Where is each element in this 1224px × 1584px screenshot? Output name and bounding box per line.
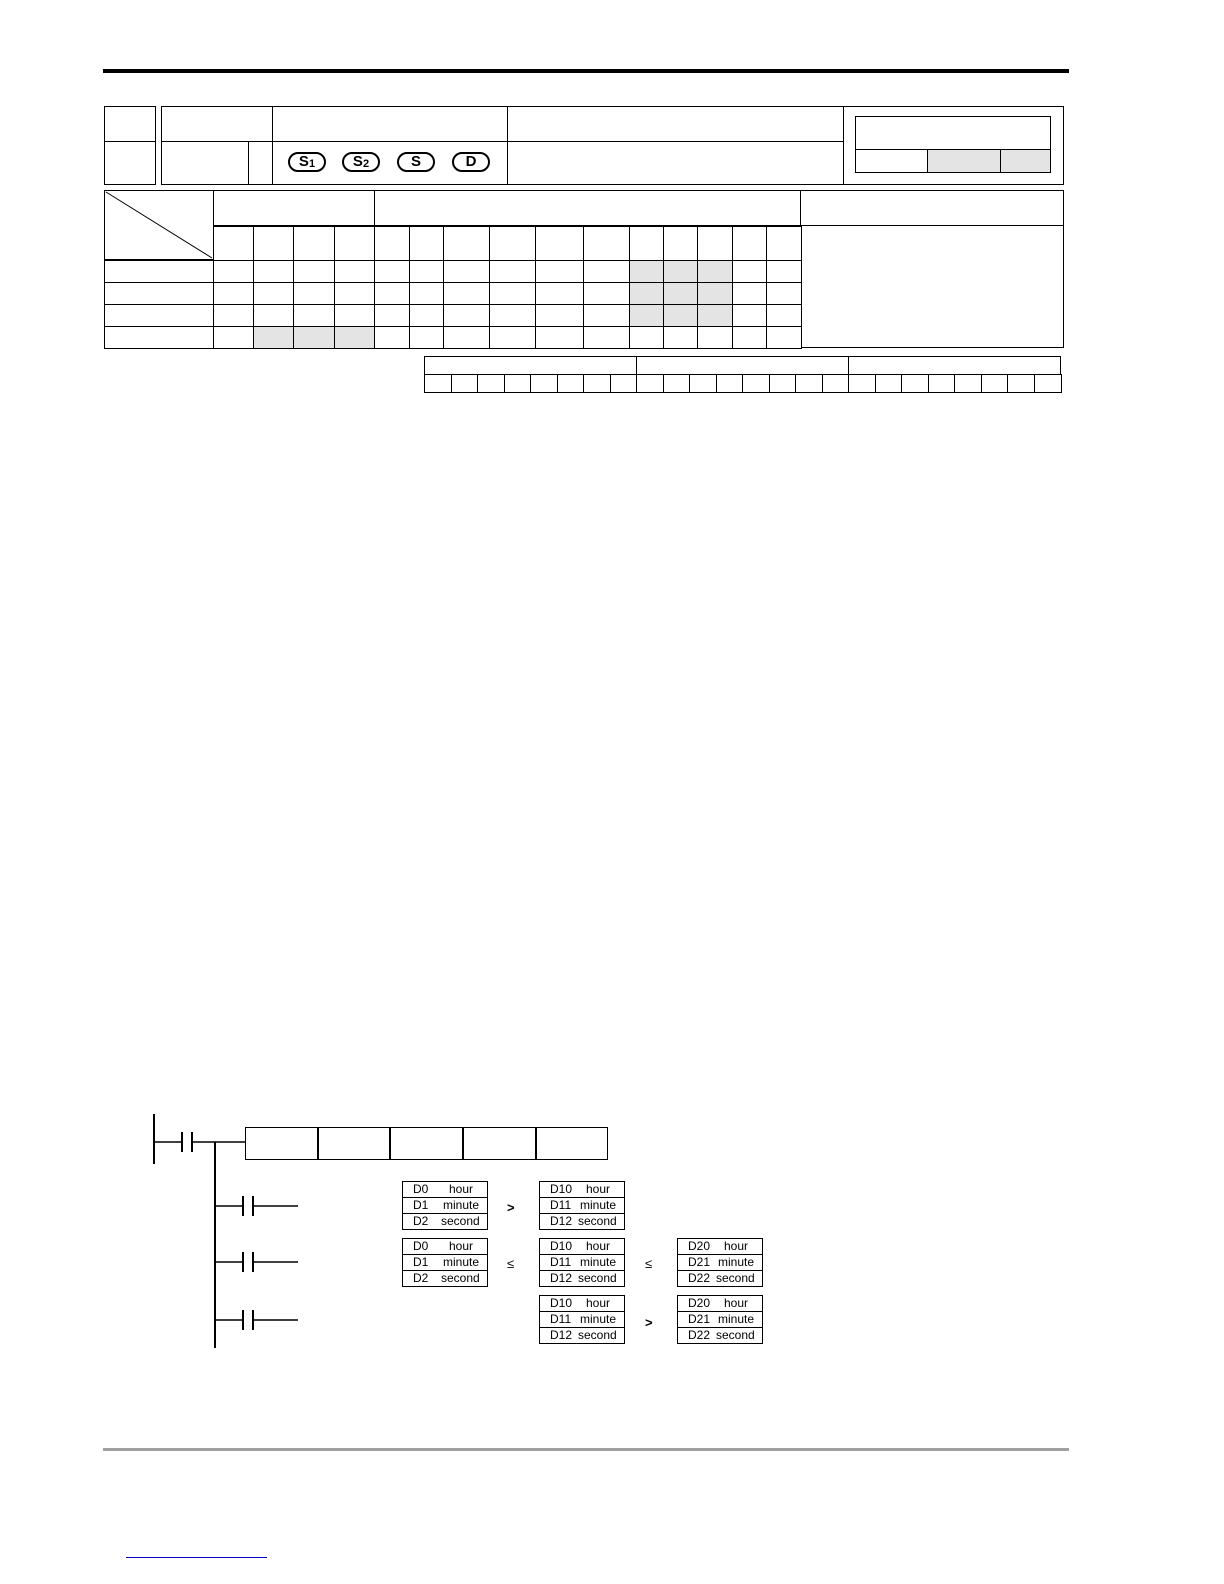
device-cell [663, 326, 698, 349]
register-unit-label: hour [449, 1239, 474, 1253]
device-cell [697, 282, 733, 305]
mnemonic-cell-lower [161, 141, 249, 185]
instruction-operand-s2-box [389, 1127, 464, 1160]
device-cell [253, 326, 294, 349]
register-address: D10 [550, 1182, 573, 1196]
register-address: D10 [550, 1296, 573, 1310]
device-cell [253, 282, 294, 305]
device-cell [766, 260, 802, 283]
controller-slot-3 [1000, 149, 1051, 173]
device-cell [334, 326, 375, 349]
device-type-header-cell [697, 226, 733, 261]
api-number-cell [104, 106, 156, 142]
register-minute [539, 1311, 625, 1328]
device-cell [213, 304, 254, 327]
device-cell [334, 282, 375, 305]
bit-cell [795, 374, 823, 393]
device-cell [253, 304, 294, 327]
register-address: D1 [413, 1198, 429, 1212]
device-cell [213, 326, 254, 349]
bit-cell [954, 374, 982, 393]
device-type-header-cell [489, 226, 536, 261]
bit-cell [583, 374, 611, 393]
register-address: D20 [688, 1296, 711, 1310]
bit-cell [663, 374, 691, 393]
bit-cell [822, 374, 850, 393]
bit-cell [610, 374, 638, 393]
device-cell [697, 304, 733, 327]
instruction-mnemonic-box [245, 1127, 319, 1160]
bit-cell [557, 374, 585, 393]
device-type-header-cell [583, 226, 630, 261]
register-second [539, 1327, 625, 1344]
operand-s2-icon: $S_2$ [342, 152, 380, 172]
compare-op-row2-b: ≤ [645, 1256, 653, 1271]
register-hour [677, 1295, 763, 1312]
device-type-header-cell [732, 226, 767, 261]
register-second [402, 1213, 488, 1230]
bit-cell [1034, 374, 1062, 393]
bit-cell [875, 374, 903, 393]
operand-row-label [104, 304, 214, 327]
footer-link-underline[interactable] [126, 1557, 267, 1558]
pulse-flag-cell [248, 141, 273, 185]
device-cell [409, 326, 444, 349]
register-address: D2 [413, 1214, 429, 1228]
register-hour [539, 1238, 625, 1255]
output-contact-3 [215, 1310, 298, 1330]
register-second [539, 1213, 625, 1230]
header-rule [103, 69, 1069, 73]
register-address: D11 [550, 1312, 572, 1326]
register-second [677, 1327, 763, 1344]
register-unit-label: second [716, 1271, 755, 1285]
register-unit-label: hour [724, 1239, 749, 1253]
bit-cell [451, 374, 479, 393]
api-number-cell-lower [104, 141, 156, 185]
register-unit-label: hour [586, 1296, 611, 1310]
device-cell [766, 282, 802, 305]
device-cell [293, 260, 335, 283]
device-cell [535, 282, 584, 305]
register-address: D12 [550, 1271, 573, 1285]
compare-op-row1: > [507, 1200, 515, 1215]
device-cell [663, 282, 698, 305]
device-type-header-cell [663, 226, 698, 261]
device-cell [213, 260, 254, 283]
instruction-operand-s-box [462, 1127, 537, 1160]
device-cell [732, 260, 767, 283]
register-address: D11 [550, 1255, 572, 1269]
register-minute [539, 1197, 625, 1214]
device-cell [535, 260, 584, 283]
register-unit-label: minute [580, 1198, 617, 1212]
register-unit-label: hour [586, 1239, 611, 1253]
device-cell [293, 282, 335, 305]
diagonal-line [104, 190, 214, 260]
footer-rule [103, 1448, 1069, 1451]
device-cell [629, 282, 664, 305]
device-cell [374, 260, 410, 283]
device-type-header-cell [766, 226, 802, 261]
input-contact [154, 1132, 246, 1152]
bit-cell [928, 374, 956, 393]
device-cell [443, 260, 490, 283]
register-address: D2 [413, 1271, 429, 1285]
bit-device-group-header [213, 190, 375, 226]
register-unit-label: minute [580, 1312, 617, 1326]
device-type-header-cell [213, 226, 254, 261]
device-cell [374, 304, 410, 327]
register-address: D10 [550, 1239, 573, 1253]
register-address: D12 [550, 1328, 573, 1342]
register-unit-label: second [716, 1328, 755, 1342]
device-cell [535, 326, 584, 349]
device-cell [409, 282, 444, 305]
device-cell [443, 304, 490, 327]
register-hour [402, 1181, 488, 1198]
device-cell [409, 304, 444, 327]
bit-cell [424, 374, 452, 393]
bit-cell [530, 374, 558, 393]
register-hour [677, 1238, 763, 1255]
device-cell [334, 260, 375, 283]
device-cell [334, 304, 375, 327]
bit-cell [1007, 374, 1035, 393]
register-unit-label: minute [718, 1255, 755, 1269]
register-second [402, 1270, 488, 1287]
operand-row-label [104, 326, 214, 349]
register-minute [402, 1254, 488, 1271]
bit-cell [769, 374, 797, 393]
word-device-group-header [374, 190, 801, 226]
register-address: D1 [413, 1255, 429, 1269]
device-cell [766, 304, 802, 327]
device-type-header-cell [253, 226, 294, 261]
device-cell [489, 326, 536, 349]
register-unit-label: minute [443, 1255, 480, 1269]
register-hour [539, 1295, 625, 1312]
output-contact-1 [215, 1196, 298, 1216]
register-minute [677, 1254, 763, 1271]
operand-s-icon: S [397, 152, 435, 172]
register-unit-label: minute [718, 1312, 755, 1326]
bit-cell [848, 374, 876, 393]
bit-cell [504, 374, 532, 393]
device-cell [293, 326, 335, 349]
bit-group-header [848, 356, 1061, 375]
register-minute [539, 1254, 625, 1271]
device-cell [629, 304, 664, 327]
operand-row-label [104, 282, 214, 305]
device-cell [663, 260, 698, 283]
device-cell [697, 260, 733, 283]
register-unit-label: hour [586, 1182, 611, 1196]
controller-slot-1 [855, 149, 928, 173]
output-contact-2 [215, 1252, 298, 1272]
device-type-header-cell [409, 226, 444, 261]
device-cell [583, 282, 630, 305]
register-hour [539, 1181, 625, 1198]
device-cell [732, 282, 767, 305]
device-cell [583, 304, 630, 327]
register-unit-label: second [578, 1271, 617, 1285]
bit-cell [742, 374, 770, 393]
device-cell [583, 260, 630, 283]
bit-group-header [424, 356, 637, 375]
register-address: D21 [688, 1312, 711, 1326]
bit-group-header [636, 356, 849, 375]
bit-cell [901, 374, 929, 393]
device-cell [409, 260, 444, 283]
register-unit-label: minute [443, 1198, 480, 1212]
device-cell [489, 304, 536, 327]
bit-cell [689, 374, 717, 393]
device-cell [583, 326, 630, 349]
register-minute [402, 1197, 488, 1214]
register-unit-label: hour [724, 1296, 749, 1310]
register-address: D20 [688, 1239, 711, 1253]
device-cell [443, 282, 490, 305]
device-type-header-cell [535, 226, 584, 261]
device-cell [535, 304, 584, 327]
device-type-header-cell [443, 226, 490, 261]
device-cell [489, 282, 536, 305]
operand-d-icon: D [452, 152, 490, 172]
device-type-header-cell [374, 226, 410, 261]
register-minute [677, 1311, 763, 1328]
operand-s1-icon: $S_1$ [288, 152, 326, 172]
device-cell [629, 260, 664, 283]
bit-cell [981, 374, 1009, 393]
register-second [539, 1270, 625, 1287]
bit-cell [477, 374, 505, 393]
device-type-header-cell [334, 226, 375, 261]
register-address: D21 [688, 1255, 711, 1269]
compare-op-row2-a: ≤ [507, 1256, 515, 1271]
device-cell [697, 326, 733, 349]
register-address: D22 [688, 1271, 711, 1285]
register-unit-label: second [578, 1328, 617, 1342]
device-cell [732, 326, 767, 349]
register-unit-label: minute [580, 1255, 617, 1269]
register-address: D0 [413, 1182, 429, 1196]
register-second [677, 1270, 763, 1287]
controller-slot-2 [927, 149, 1001, 173]
device-type-header-cell [629, 226, 664, 261]
device-cell [766, 326, 802, 349]
compare-op-row3: > [645, 1315, 653, 1330]
register-address: D12 [550, 1214, 573, 1228]
operand-row-label [104, 260, 214, 283]
register-address: D0 [413, 1239, 429, 1253]
register-address: D22 [688, 1328, 711, 1342]
device-cell [489, 260, 536, 283]
bit-cell [716, 374, 744, 393]
function-cell [507, 141, 844, 185]
device-cell [213, 282, 254, 305]
function-cell-top [507, 106, 844, 142]
instruction-operand-s1-box [317, 1127, 391, 1160]
register-address: D11 [550, 1198, 572, 1212]
device-cell [374, 326, 410, 349]
controllers-inner-top [855, 116, 1051, 150]
device-cell [663, 304, 698, 327]
program-notes-header [800, 190, 1064, 226]
device-cell [732, 304, 767, 327]
register-unit-label: second [441, 1214, 480, 1228]
operands-cell-top [272, 106, 508, 142]
device-cell [253, 260, 294, 283]
device-cell [629, 326, 664, 349]
bit-cell [636, 374, 664, 393]
register-unit-label: second [578, 1214, 617, 1228]
register-unit-label: hour [449, 1182, 474, 1196]
instruction-operand-d-box [535, 1127, 608, 1160]
device-cell [293, 304, 335, 327]
device-type-header-cell [293, 226, 335, 261]
device-cell [374, 282, 410, 305]
device-cell [443, 326, 490, 349]
mnemonic-cell [161, 106, 273, 142]
register-unit-label: second [441, 1271, 480, 1285]
register-hour [402, 1238, 488, 1255]
